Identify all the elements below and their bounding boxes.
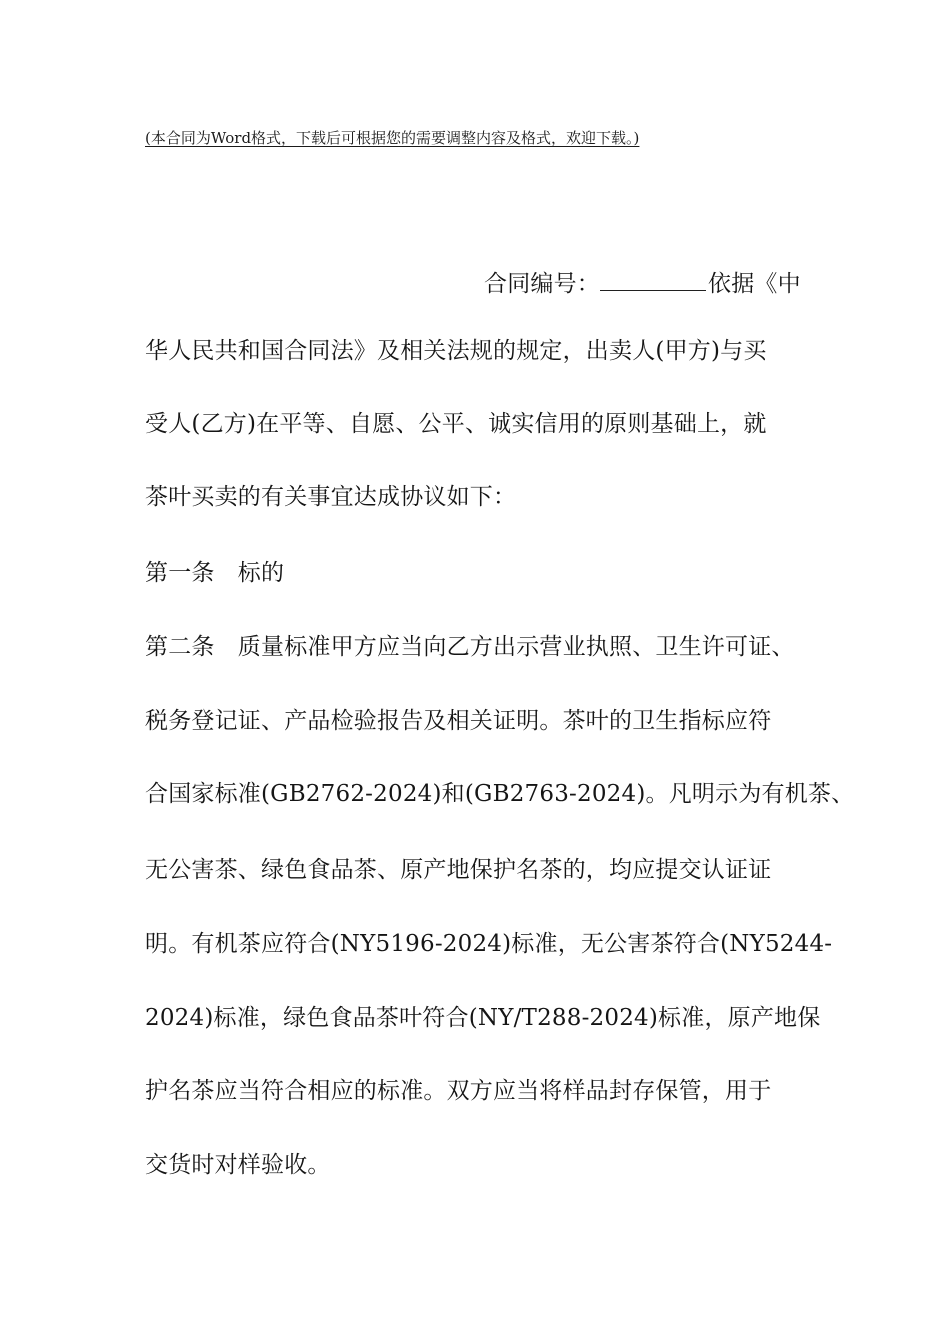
article-heading: 第一条 标的 xyxy=(145,560,285,586)
paragraph-line: 护名茶应当符合相应的标准。双方应当将样品封存保管，用于 xyxy=(145,1078,772,1104)
paragraph-line: 无公害茶、绿色食品茶、原产地保护名茶的，均应提交认证证 xyxy=(145,857,772,883)
contract-number-label: 合同编号： xyxy=(484,271,600,297)
paragraph-line: 华人民共和国合同法》及相关法规的规定，出卖人(甲方)与买 xyxy=(145,338,767,364)
paragraph-line: 受人(乙方)在平等、自愿、公平、诚实信用的原则基础上，就 xyxy=(145,411,767,437)
paragraph-line: 2024)标准，绿色食品茶叶符合(NY/T288-2024)标准，原产地保 xyxy=(145,1005,821,1031)
paragraph-line: 合国家标准(GB2762-2024)和(GB2763-2024)。凡明示为有机茶、 xyxy=(145,781,855,807)
contract-basis-start: 依据《中 xyxy=(708,271,801,297)
paragraph-line: 明。有机茶应符合(NY5196-2024)标准，无公害茶符合(NY5244- xyxy=(145,931,833,957)
paragraph-line: 交货时对样验收。 xyxy=(145,1152,331,1178)
paragraph-line: 税务登记证、产品检验报告及相关证明。茶叶的卫生指标应符 xyxy=(145,708,772,734)
download-note: (本合同为Word格式，下载后可根据您的需要调整内容及格式，欢迎下载。) xyxy=(145,129,640,147)
contract-number-line xyxy=(484,262,950,301)
article-heading: 第二条 质量标准甲方应当向乙方出示营业执照、卫生许可证、 xyxy=(145,634,795,660)
paragraph-line: 茶叶买卖的有关事宜达成协议如下： xyxy=(145,484,517,510)
contract-number-blank xyxy=(600,262,706,291)
